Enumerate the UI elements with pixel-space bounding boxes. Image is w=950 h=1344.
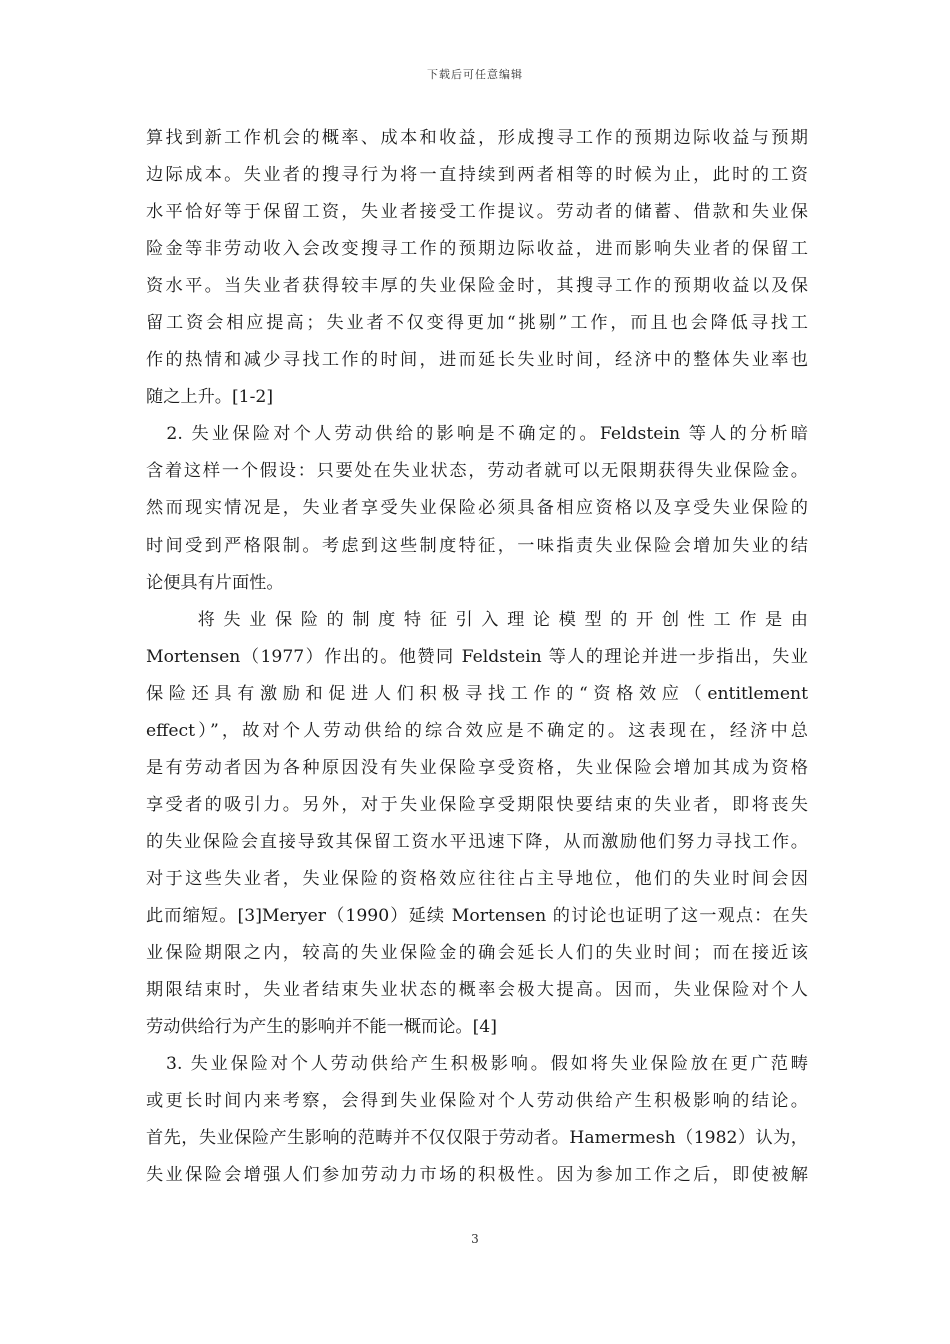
text-line: 享受者的吸引力。另外，对于失业保险享受期限快要结束的失业者，即将丧失 [146, 794, 808, 815]
text-line: 劳动供给行为产生的影响并不能一概而论。[4] [146, 1017, 497, 1038]
text-line: 算找到新工作机会的概率、成本和收益，形成搜寻工作的预期边际收益与预期 [146, 128, 808, 148]
text-line: 失业保险会增强人们参加劳动力市场的积极性。因为参加工作之后，即使被解 [146, 1165, 808, 1186]
text-line: 险金等非劳动收入会改变搜寻工作的预期边际收益，进而影响失业者的保留工 [146, 239, 808, 260]
text-line: 或更长时间内来考察，会得到失业保险对个人劳动供给产生积极影响的结论。 [146, 1091, 808, 1112]
text-line: 边际成本。失业者的搜寻行为将一直持续到两者相等的时候为止，此时的工资 [146, 165, 808, 186]
text-line: 然而现实情况是，失业者享受失业保险必须具备相应资格以及享受失业保险的 [146, 498, 808, 519]
text-line: 资水平。当失业者获得较丰厚的失业保险金时，其搜寻工作的预期收益以及保 [146, 276, 808, 297]
text-line: 作的热情和减少寻找工作的时间，进而延长失业时间，经济中的整体失业率也 [146, 350, 808, 371]
text-line: 的失业保险会直接导致其保留工资水平迅速下降，从而激励他们努力寻找工作。 [146, 831, 808, 852]
text-line: effect）”，故对个人劳动供给的综合效应是不确定的。这表现在，经济中总 [146, 720, 808, 741]
text-line: 对于这些失业者，失业保险的资格效应往往占主导地位，他们的失业时间会因 [146, 868, 808, 889]
text-line: 期限结束时，失业者结束失业状态的概率会极大提高。因而，失业保险对个人 [146, 980, 808, 1001]
text-line: 随之上升。[1-2] [146, 387, 274, 408]
text-line: 是有劳动者因为各种原因没有失业保险享受资格，失业保险会增加其成为资格 [146, 757, 808, 778]
text-line: 时间受到严格限制。考虑到这些制度特征，一味指责失业保险会增加失业的结 [146, 535, 808, 556]
text-line: 含着这样一个假设：只要处在失业状态，劳动者就可以无限期获得失业保险金。 [146, 461, 808, 482]
text-line: 保险还具有激励和促进人们积极寻找工作的“资格效应（entitlement [146, 683, 808, 704]
text-line: 2. 失业保险对个人劳动供给的影响是不确定的。Feldstein 等人的分析暗 [146, 424, 808, 445]
text-line: 水平恰好等于保留工资，失业者接受工作提议。劳动者的储蓄、借款和失业保 [146, 202, 808, 223]
body-text [146, 120, 808, 1194]
text-line: Mortensen（1977）作出的。他赞同 Feldstein 等人的理论并进一步指出，失业 [146, 646, 808, 667]
text-line: 首先，失业保险产生影响的范畴并不仅仅限于劳动者。Hamermesh（1982）认为， [146, 1128, 808, 1149]
text-line: 将失业保险的制度特征引入理论模型的开创性工作是由 [146, 609, 808, 630]
text-line: 业保险期限之内，较高的失业保险金的确会延长人们的失业时间；而在接近该 [146, 943, 808, 964]
text-line: 此而缩短。[3]Meryer（1990）延续 Mortensen 的讨论也证明了这一观点：在失 [146, 905, 808, 926]
text-line: 留工资会相应提高；失业者不仅变得更加“挑剔”工作，而且也会降低寻找工 [146, 313, 808, 334]
text-line: 论便具有片面性。 [146, 572, 284, 593]
page-number: 3 [471, 1232, 479, 1246]
page-header: 下载后可任意编辑 [427, 68, 523, 81]
text-line: 3. 失业保险对个人劳动供给产生积极影响。假如将失业保险放在更广范畴 [146, 1054, 808, 1075]
